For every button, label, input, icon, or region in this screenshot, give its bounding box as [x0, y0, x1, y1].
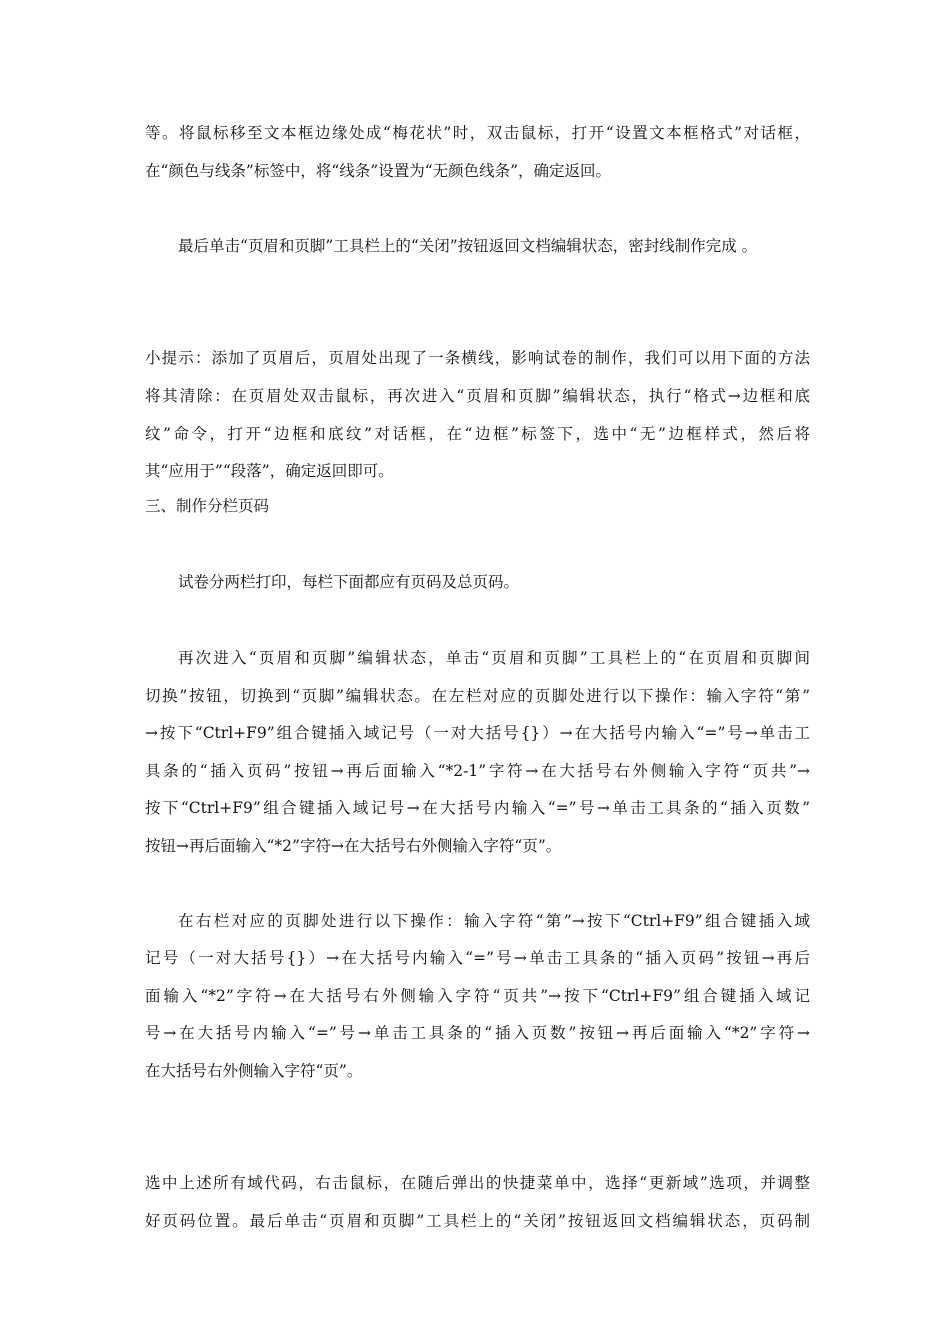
tip-line: 其“应用于”“段落”，确定返回即可。 [145, 462, 394, 480]
paragraph-line: 等。将鼠标移至文本框边缘处成“梅花状”时，双击鼠标，打开“设置文本框格式”对话框， [145, 124, 810, 142]
paragraph-line: 在大括号右外侧输入字符“页”。 [145, 1062, 363, 1080]
paragraph-line: 最后单击“页眉和页脚”工具栏上的“关闭”按钮返回文档编辑状态，密封线制作完成 。 [178, 237, 758, 255]
paragraph-line: 记号（一对大括号{}）→在大括号内输入“=”号→单击工具条的“插入页码”按钮→再后 [145, 949, 810, 967]
paragraph-line: 好页码位置。最后单击“页眉和页脚”工具栏上的“关闭”按钮返回文档编辑状态，页码制 [145, 1212, 810, 1230]
paragraph-line: 按下“Ctrl+F9”组合键插入域记号→在大括号内输入“=”号→单击工具条的“插入页数” [145, 799, 810, 817]
paragraph-line: →按下“Ctrl+F9”组合键插入域记号（一对大括号{}）→在大括号内输入“=”号→单击工 [145, 724, 810, 742]
paragraph-line: 按钮→再后面输入“*2”字符→在大括号右外侧输入字符“页”。 [145, 837, 562, 855]
tip-line: 将其清除：在页眉处双击鼠标，再次进入“页眉和页脚”编辑状态，执行“格式→边框和底 [145, 387, 810, 405]
tip-line: 纹”命令，打开“边框和底纹”对话框，在“边框”标签下，选中“无”边框样式，然后将 [145, 425, 810, 443]
section-heading: 三、制作分栏页码 [145, 497, 270, 515]
paragraph-line: 在“颜色与线条”标签中，将“线条”设置为“无颜色线条”，确定返回。 [145, 162, 612, 180]
paragraph-line: 号→在大括号内输入“=”号→单击工具条的“插入页数”按钮→再后面输入“*2”字符→ [145, 1024, 810, 1042]
paragraph-line: 切换”按钮，切换到“页脚”编辑状态。在左栏对应的页脚处进行以下操作：输入字符“第” [145, 687, 810, 705]
paragraph-line: 在右栏对应的页脚处进行以下操作：输入字符“第”→按下“Ctrl+F9”组合键插入域 [178, 912, 810, 930]
paragraph-line: 试卷分两栏打印，每栏下面都应有页码及总页码。 [178, 573, 520, 591]
paragraph-line: 再次进入“页眉和页脚”编辑状态，单击“页眉和页脚”工具栏上的“在页眉和页脚间 [178, 649, 810, 667]
paragraph-line: 具条的“插入页码”按钮→再后面输入“*2-1”字符→在大括号右外侧输入字符“页共”→ [145, 762, 810, 780]
paragraph-line: 面输入“*2”字符→在大括号右外侧输入字符“页共”→按下“Ctrl+F9”组合键插入域记 [145, 987, 810, 1005]
paragraph-line: 选中上述所有域代码，右击鼠标，在随后弹出的快捷菜单中，选择“更新域”选项，并调整 [145, 1174, 810, 1192]
tip-line: 小提示：添加了页眉后，页眉处出现了一条横线，影响试卷的制作，我们可以用下面的方法 [145, 349, 810, 367]
